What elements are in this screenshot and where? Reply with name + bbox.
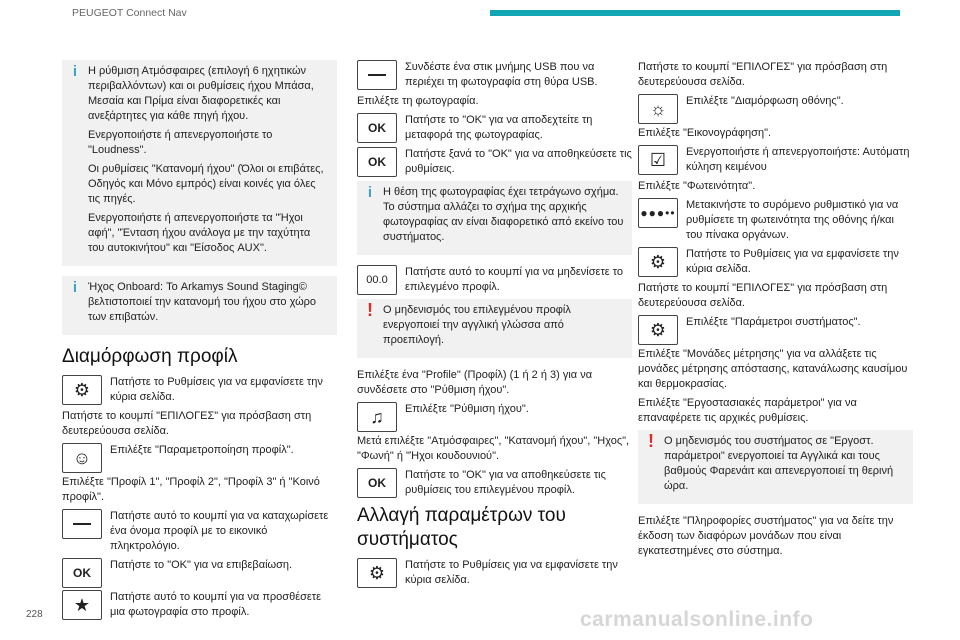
step-row xyxy=(357,147,632,177)
step-text: Πατήστε το Ρυθμίσεις για να εμφανίσετε την κύρια σελίδα. xyxy=(405,559,618,586)
warning-box-reset xyxy=(357,299,632,358)
step-text: Ενεργοποιήστε ή απενεργοποιήστε: Αυτόματη κύληση κειμένου xyxy=(686,146,910,173)
step-text: Πατήστε το κουμπί "ΕΠΙΛΟΓΕΣ" για πρόσβαση στη δευτερεύουσα σελίδα. xyxy=(62,410,312,437)
warning-text: Ο μηδενισμός του επιλεγμένου προφίλ ενεργοποιεί την αγγλική γλώσσα από προεπιλογή. xyxy=(383,304,571,346)
step-text: Επιλέξτε τη φωτογραφία. xyxy=(357,95,479,107)
step-row xyxy=(62,443,337,473)
step-text: Πατήστε το "OK" για να επιβεβαίωση. xyxy=(110,559,293,571)
brightness-slider-icon[interactable]: ●●●•• xyxy=(638,198,678,228)
section-heading: Διαμόρφωση προφίλ xyxy=(62,346,238,367)
step-text: Πατήστε αυτό το κουμπί για να καταχωρίσετε ένα όνομα προφίλ με το εικονικό πληκτρολόγιο. xyxy=(110,510,329,552)
warning-icon: ! xyxy=(367,300,373,320)
info-text: Οι ρυθμίσεις "Κατανομή ήχου" (Όλοι οι επιβάτες, Οδηγός και Μόνο εμπρός) είναι κοινές για όλες τις πηγές. xyxy=(88,163,324,205)
step-text: Πατήστε το "OK" για να αποδεχτείτε τη μεταφορά της φωτογραφίας. xyxy=(405,114,593,141)
settings-gear-icon[interactable]: ⚙ xyxy=(357,558,397,588)
column-3 xyxy=(638,60,913,563)
section-heading: Αλλαγή παραμέτρων του συστήματος xyxy=(357,505,566,550)
step-text: Μετά επιλέξτε "Ατμόσφαιρες", "Κατανομή ήχου", "Ηχος", "Φωνή" ή "Ήχοι κουδουνιού". xyxy=(357,435,630,462)
warning-box-factory xyxy=(638,430,913,504)
step-text: Επιλέξτε "Εργοστασιακές παράμετροι" για να επαναφέρετε τις αρχικές ρυθμίσεις. xyxy=(638,397,857,424)
step-text: Επιλέξτε "Παράμετροι συστήματος". xyxy=(686,316,861,328)
warning-text: Ο μηδενισμός του συστήματος σε "Εργοστ. παράμετροι" ενεργοποιεί τα Αγγλικά και τους βαθμούς Φαρενάιτ και απενεργοποιεί τη θερινή ώρα. xyxy=(664,435,894,492)
audio-settings-icon[interactable]: ♫ xyxy=(357,402,397,432)
step-row xyxy=(62,375,337,405)
step-text: Επιλέξτε "Μονάδες μέτρησης" για να αλλάξετε τις μονάδες μέτρησης απόστασης, κατανάλωσης καυσίμου και θερμοκρασίας. xyxy=(638,348,908,390)
step-text: Επιλέξτε "Προφίλ 1", "Προφίλ 2", "Προφίλ 3" ή "Κοινό προφίλ". xyxy=(62,476,320,503)
watermark: carmanualsonline.info xyxy=(580,608,814,631)
ok-button[interactable]: OK xyxy=(357,468,397,498)
display-settings-icon[interactable]: ☼ xyxy=(638,94,678,124)
step-text: Μετακινήστε το συρόμενο ρυθμιστικό για να ρυθμίσετε τη φωτεινότητα της οθόνης ή/και του πίνακα οργάνων. xyxy=(686,199,899,241)
column-2 xyxy=(357,60,632,592)
step-text: Πατήστε το "OK" για να αποθηκεύσετε τις ρυθμίσεις του επιλεγμένου προφίλ. xyxy=(405,469,606,496)
info-box-photo xyxy=(357,181,632,255)
step-text: Επιλέξτε ένα "Profile" (Προφίλ) (1 ή 2 ή 3) για να συνδέσετε στο "Ρύθμιση ήχου". xyxy=(357,369,593,396)
ok-button[interactable]: OK xyxy=(357,147,397,177)
step-text: Πατήστε το Ρυθμίσεις για να εμφανίσετε την κύρια σελίδα. xyxy=(686,248,899,275)
settings-gear-icon[interactable]: ⚙ xyxy=(62,375,102,405)
step-row xyxy=(357,468,632,498)
info-text: Ενεργοποιήστε ή απενεργοποιήστε το "Loudness". xyxy=(88,129,273,156)
step-text: Επιλέξτε "Πληροφορίες συστήματος" για να δείτε την έκδοση των διαφόρων μονάδων που είναι εγκατεστημένες στο σύστημα. xyxy=(638,515,894,557)
step-row xyxy=(357,265,632,295)
step-row xyxy=(357,60,632,90)
step-row xyxy=(62,590,337,620)
header-title: PEUGEOT Connect Nav xyxy=(72,7,187,19)
step-text: Επιλέξτε "Φωτεινότητα". xyxy=(638,180,756,192)
page-number: 228 xyxy=(26,609,43,620)
step-row xyxy=(638,94,913,124)
step-text: Πατήστε το κουμπί "ΕΠΙΛΟΓΕΣ" για πρόσβαση στη δευτερεύουσα σελίδα. xyxy=(638,61,888,88)
step-text: Πατήστε το κουμπί "ΕΠΙΛΟΓΕΣ" για πρόσβαση στη δευτερεύουσα σελίδα. xyxy=(638,282,888,309)
info-icon: i xyxy=(367,184,373,201)
profile-settings-icon[interactable]: ☺ xyxy=(62,443,102,473)
warning-icon: ! xyxy=(648,431,654,451)
step-row xyxy=(357,402,632,432)
keyboard-icon[interactable] xyxy=(62,509,102,539)
reset-profile-button[interactable]: 00.0 xyxy=(357,265,397,295)
system-settings-icon[interactable]: ⚙ xyxy=(638,315,678,345)
ok-button[interactable]: OK xyxy=(357,113,397,143)
ok-button[interactable]: OK xyxy=(62,558,102,588)
info-text: Η θέση της φωτογραφίας έχει τετράγωνο σχήμα. Το σύστημα αλλάζει το σχήμα της αρχικής φωτογραφίας αν είναι διαφορετικό από εκείνο του συστήματος. xyxy=(383,186,624,243)
info-icon: i xyxy=(72,279,78,296)
info-text: Ήχος Onboard: Το Arkamys Sound Staging© βελτιστοποιεί την κατανομή του ήχου στο χώρο των επιβατών. xyxy=(88,281,317,323)
step-row xyxy=(62,509,337,554)
info-icon: i xyxy=(72,63,78,80)
step-text: Επιλέξτε "Διαμόρφωση οθόνης". xyxy=(686,95,844,107)
step-text: Πατήστε ξανά το "OK" για να αποθηκεύσετε τις ρυθμίσεις. xyxy=(405,148,632,175)
step-text: Πατήστε το Ρυθμίσεις για να εμφανίσετε την κύρια σελίδα. xyxy=(110,376,323,403)
column-1 xyxy=(62,60,337,624)
step-row xyxy=(62,558,337,588)
step-text: Επιλέξτε "Ρύθμιση ήχου". xyxy=(405,403,529,415)
info-text: Η ρύθμιση Ατμόσφαιρες (επιλογή 6 ηχητικών περιβαλλόντων) και οι ρυθμίσεις ήχου Μπάσα, Μεσαία και Πρίμα είναι διαφορετικές και ανεξάρτητες για κάθε πηγή ήχου. xyxy=(88,65,314,122)
settings-gear-icon[interactable]: ⚙ xyxy=(638,247,678,277)
step-row xyxy=(638,247,913,277)
info-box-audio xyxy=(62,60,337,266)
step-text: Πατήστε αυτό το κουμπί για να μηδενίσετε το επιλεγμένο προφίλ. xyxy=(405,266,624,293)
step-row xyxy=(638,315,913,345)
step-row xyxy=(638,198,913,243)
usb-icon[interactable] xyxy=(357,60,397,90)
step-row xyxy=(357,113,632,143)
step-text: Επιλέξτε "Εικονογράφηση". xyxy=(638,127,772,139)
info-box-arkamys xyxy=(62,276,337,335)
step-text: Επιλέξτε "Παραμετροποίηση προφίλ". xyxy=(110,444,294,456)
info-text: Ενεργοποιήστε ή απενεργοποιήστε τα "Ήχοι αφή", "Ένταση ήχου ανάλογα με την ταχύτητα του αυτοκινήτου" και "Είσοδος AUX". xyxy=(88,212,311,254)
step-text: Πατήστε αυτό το κουμπί για να προσθέσετε μια φωτογραφία στο προφίλ. xyxy=(110,591,322,618)
step-row xyxy=(638,145,913,175)
step-text: Συνδέστε ένα στικ μνήμης USB που να περιέχει τη φωτογραφία στη θύρα USB. xyxy=(405,61,598,88)
step-row xyxy=(357,558,632,588)
add-photo-profile-icon[interactable]: ★ xyxy=(62,590,102,620)
checkbox-icon[interactable]: ☑ xyxy=(638,145,678,175)
header-accent-bar xyxy=(490,10,900,16)
